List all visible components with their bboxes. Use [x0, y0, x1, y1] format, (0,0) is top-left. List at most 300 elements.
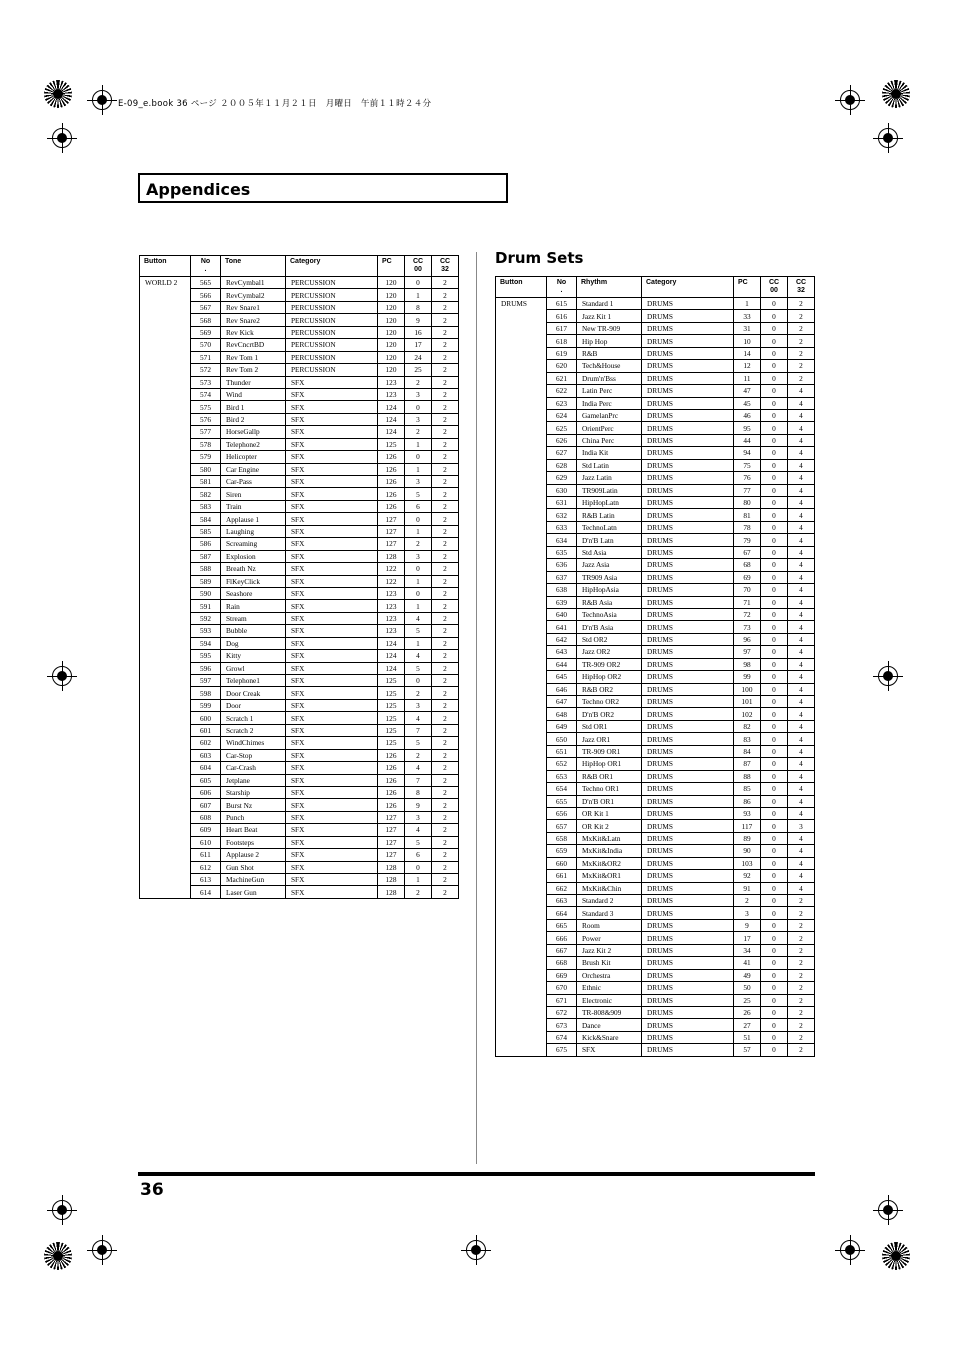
cell-pc: 120 [378, 339, 405, 351]
cell-name: TR-909 OR1 [577, 745, 642, 757]
cell-category: DRUMS [642, 745, 734, 757]
cell-cc32: 2 [788, 310, 815, 322]
cell-category: DRUMS [642, 372, 734, 384]
cell-no: 664 [547, 907, 577, 919]
cell-name: R&B OR2 [577, 683, 642, 695]
cell-name: MxKit&OR1 [577, 870, 642, 882]
cell-pc: 98 [734, 658, 761, 670]
cell-category: PERCUSSION [286, 314, 378, 326]
cell-name: Bubble [221, 625, 286, 637]
cell-pc: 82 [734, 720, 761, 732]
cell-category: DRUMS [642, 1019, 734, 1031]
cell-no: 610 [191, 836, 221, 848]
cell-no: 623 [547, 397, 577, 409]
cell-pc: 31 [734, 322, 761, 334]
cell-cc00: 1 [405, 289, 432, 301]
cell-category: DRUMS [642, 608, 734, 620]
cell-pc: 12 [734, 360, 761, 372]
cell-cc32: 2 [432, 575, 459, 587]
cell-cc32: 4 [788, 745, 815, 757]
cell-category: SFX [286, 712, 378, 724]
cell-category: DRUMS [642, 497, 734, 509]
cell-name: Burst Nz [221, 799, 286, 811]
cell-cc00: 0 [761, 944, 788, 956]
cell-cc00: 0 [761, 484, 788, 496]
cell-no: 590 [191, 587, 221, 599]
cell-cc00: 7 [405, 774, 432, 786]
cell-name: Std OR1 [577, 720, 642, 732]
cell-cc32: 2 [788, 907, 815, 919]
cell-cc00: 0 [761, 559, 788, 571]
cell-category: SFX [286, 500, 378, 512]
cell-category: DRUMS [642, 534, 734, 546]
cell-cc00: 4 [405, 762, 432, 774]
cell-category: SFX [286, 401, 378, 413]
cell-no: 673 [547, 1019, 577, 1031]
cell-cc00: 5 [405, 737, 432, 749]
cell-name: RevCymbal2 [221, 289, 286, 301]
cell-no: 582 [191, 488, 221, 500]
cell-no: 606 [191, 786, 221, 798]
cell-name: Telephone2 [221, 438, 286, 450]
cell-pc: 126 [378, 762, 405, 774]
cell-cc00: 0 [761, 820, 788, 832]
cell-cc00: 0 [405, 451, 432, 463]
cell-category: SFX [286, 612, 378, 624]
cell-pc: 123 [378, 376, 405, 388]
cell-category: SFX [286, 799, 378, 811]
cell-pc: 14 [734, 347, 761, 359]
cell-pc: 120 [378, 351, 405, 363]
cell-name: TR-909 OR2 [577, 658, 642, 670]
cell-category: DRUMS [642, 758, 734, 770]
group-label: WORLD 2 [140, 277, 191, 899]
cell-no: 649 [547, 720, 577, 732]
footer-rule [138, 1172, 815, 1176]
cell-cc32: 2 [432, 587, 459, 599]
cell-cc32: 2 [432, 811, 459, 823]
cell-cc32: 4 [788, 708, 815, 720]
cell-name: Thunder [221, 376, 286, 388]
cell-name: Applause 1 [221, 513, 286, 525]
cell-cc00: 5 [405, 836, 432, 848]
cell-pc: 75 [734, 459, 761, 471]
cell-cc00: 2 [405, 426, 432, 438]
cell-name: Jazz Kit 2 [577, 944, 642, 956]
cell-cc00: 0 [761, 770, 788, 782]
cell-category: DRUMS [642, 521, 734, 533]
cell-pc: 33 [734, 310, 761, 322]
cell-cc32: 2 [788, 1019, 815, 1031]
cell-pc: 128 [378, 886, 405, 898]
cell-no: 663 [547, 895, 577, 907]
cell-no: 625 [547, 422, 577, 434]
cell-cc00: 3 [405, 476, 432, 488]
cell-no: 589 [191, 575, 221, 587]
cell-cc32: 4 [788, 633, 815, 645]
cell-category: DRUMS [642, 434, 734, 446]
crosshair-icon [840, 90, 860, 110]
cell-cc00: 25 [405, 364, 432, 376]
crosshair-icon [92, 1240, 112, 1260]
cell-pc: 128 [378, 861, 405, 873]
cell-no: 665 [547, 919, 577, 931]
cell-pc: 47 [734, 385, 761, 397]
cell-cc00: 0 [761, 472, 788, 484]
cell-no: 629 [547, 472, 577, 484]
cell-pc: 69 [734, 571, 761, 583]
cell-cc00: 9 [405, 799, 432, 811]
cell-cc32: 2 [432, 737, 459, 749]
cell-name: HipHopLatn [577, 497, 642, 509]
cell-name: Dance [577, 1019, 642, 1031]
cell-cc32: 2 [432, 476, 459, 488]
cell-name: Jazz Latin [577, 472, 642, 484]
cell-no: 647 [547, 696, 577, 708]
cell-category: DRUMS [642, 857, 734, 869]
cell-name: India Perc [577, 397, 642, 409]
cell-category: DRUMS [642, 807, 734, 819]
cell-cc32: 2 [432, 339, 459, 351]
cell-no: 626 [547, 434, 577, 446]
cell-no: 639 [547, 596, 577, 608]
cell-no: 637 [547, 571, 577, 583]
cell-no: 595 [191, 650, 221, 662]
cell-pc: 128 [378, 550, 405, 562]
cell-pc: 87 [734, 758, 761, 770]
cell-pc: 120 [378, 277, 405, 289]
cell-name: Tech&House [577, 360, 642, 372]
cell-pc: 45 [734, 397, 761, 409]
cell-pc: 120 [378, 326, 405, 338]
cell-cc00: 0 [761, 596, 788, 608]
cell-category: DRUMS [642, 957, 734, 969]
cell-pc: 94 [734, 447, 761, 459]
cell-name: MachineGun [221, 874, 286, 886]
cell-pc: 123 [378, 625, 405, 637]
cell-category: PERCUSSION [286, 339, 378, 351]
cell-category: DRUMS [642, 982, 734, 994]
cell-cc32: 4 [788, 571, 815, 583]
cell-no: 666 [547, 932, 577, 944]
cell-pc: 126 [378, 476, 405, 488]
cell-cc32: 2 [432, 563, 459, 575]
cell-name: Rev Tom 1 [221, 351, 286, 363]
cell-cc00: 0 [761, 895, 788, 907]
cell-cc00: 0 [761, 696, 788, 708]
cell-pc: 25 [734, 994, 761, 1006]
cell-name: TechnoAsia [577, 608, 642, 620]
cell-name: Footsteps [221, 836, 286, 848]
cell-name: Car-Crash [221, 762, 286, 774]
cell-cc00: 0 [761, 994, 788, 1006]
cell-cc32: 2 [432, 277, 459, 289]
cell-pc: 41 [734, 957, 761, 969]
cell-name: Drum'n'Bss [577, 372, 642, 384]
cell-pc: 26 [734, 1006, 761, 1018]
cell-no: 613 [191, 874, 221, 886]
cell-cc00: 0 [761, 646, 788, 658]
cell-pc: 84 [734, 745, 761, 757]
cell-no: 669 [547, 969, 577, 981]
cell-cc32: 2 [432, 874, 459, 886]
cell-name: OR Kit 2 [577, 820, 642, 832]
cell-no: 580 [191, 463, 221, 475]
cell-category: SFX [286, 849, 378, 861]
cell-category: DRUMS [642, 633, 734, 645]
cell-no: 565 [191, 277, 221, 289]
cell-category: DRUMS [642, 671, 734, 683]
page-number: 36 [140, 1180, 164, 1200]
cell-no: 576 [191, 413, 221, 425]
cell-no: 592 [191, 612, 221, 624]
cell-cc00: 0 [761, 957, 788, 969]
cell-pc: 128 [378, 874, 405, 886]
cell-cc32: 4 [788, 857, 815, 869]
cell-category: SFX [286, 438, 378, 450]
cell-cc00: 0 [761, 932, 788, 944]
cell-cc32: 4 [788, 758, 815, 770]
cell-category: SFX [286, 376, 378, 388]
cell-no: 608 [191, 811, 221, 823]
cell-name: Breath Nz [221, 563, 286, 575]
cell-category: DRUMS [642, 621, 734, 633]
cell-no: 674 [547, 1031, 577, 1043]
cell-name: Kick&Snare [577, 1031, 642, 1043]
cell-name: Std OR2 [577, 633, 642, 645]
cell-category: DRUMS [642, 571, 734, 583]
cell-no: 660 [547, 857, 577, 869]
cell-pc: 127 [378, 513, 405, 525]
cell-cc00: 0 [761, 982, 788, 994]
cell-no: 667 [547, 944, 577, 956]
cell-cc32: 4 [788, 783, 815, 795]
cell-no: 603 [191, 749, 221, 761]
cell-cc32: 2 [432, 849, 459, 861]
table-row [140, 277, 459, 289]
cell-pc: 124 [378, 637, 405, 649]
cell-no: 584 [191, 513, 221, 525]
cell-name: Rain [221, 600, 286, 612]
cell-pc: 127 [378, 836, 405, 848]
cell-pc: 79 [734, 534, 761, 546]
column-header-button: Button [140, 256, 191, 277]
cell-name: SFX [577, 1044, 642, 1056]
cell-pc: 125 [378, 438, 405, 450]
cell-cc00: 4 [405, 712, 432, 724]
cell-pc: 122 [378, 563, 405, 575]
cell-no: 662 [547, 882, 577, 894]
cell-no: 581 [191, 476, 221, 488]
cell-category: DRUMS [642, 658, 734, 670]
cell-name: RevCncrtBD [221, 339, 286, 351]
cell-category: SFX [286, 426, 378, 438]
cell-cc00: 0 [761, 907, 788, 919]
column-header-category: Category [642, 277, 734, 298]
cell-no: 611 [191, 849, 221, 861]
cell-cc32: 4 [788, 447, 815, 459]
cell-pc: 68 [734, 559, 761, 571]
cell-category: SFX [286, 463, 378, 475]
cell-category: PERCUSSION [286, 351, 378, 363]
cell-cc32: 4 [788, 596, 815, 608]
crosshair-icon [52, 128, 72, 148]
cell-pc: 127 [378, 824, 405, 836]
cell-category: DRUMS [642, 895, 734, 907]
cell-cc32: 4 [788, 696, 815, 708]
cell-name: Wind [221, 388, 286, 400]
cell-cc32: 4 [788, 870, 815, 882]
cell-category: DRUMS [642, 907, 734, 919]
section-title: Appendices [146, 180, 251, 199]
cell-cc00: 1 [405, 874, 432, 886]
cell-no: 585 [191, 525, 221, 537]
cell-cc32: 2 [432, 699, 459, 711]
cell-pc: 10 [734, 335, 761, 347]
cell-pc: 97 [734, 646, 761, 658]
cell-category: DRUMS [642, 708, 734, 720]
cell-cc00: 8 [405, 301, 432, 313]
cell-cc32: 4 [788, 608, 815, 620]
cell-name: Explosion [221, 550, 286, 562]
cell-pc: 123 [378, 587, 405, 599]
cell-cc00: 3 [405, 388, 432, 400]
cell-cc00: 5 [405, 625, 432, 637]
cell-pc: 91 [734, 882, 761, 894]
cell-pc: 124 [378, 413, 405, 425]
cell-cc00: 0 [761, 447, 788, 459]
cell-category: DRUMS [642, 422, 734, 434]
cell-cc00: 0 [761, 335, 788, 347]
cell-category: SFX [286, 538, 378, 550]
cell-no: 621 [547, 372, 577, 384]
cell-category: DRUMS [642, 720, 734, 732]
cell-category: DRUMS [642, 783, 734, 795]
cell-pc: 126 [378, 451, 405, 463]
cell-pc: 72 [734, 608, 761, 620]
cell-cc32: 4 [788, 497, 815, 509]
cell-category: DRUMS [642, 409, 734, 421]
cell-no: 579 [191, 451, 221, 463]
cell-no: 614 [191, 886, 221, 898]
cell-category: SFX [286, 724, 378, 736]
cell-cc00: 4 [405, 824, 432, 836]
cell-name: HipHop OR2 [577, 671, 642, 683]
cell-cc00: 0 [761, 409, 788, 421]
cell-pc: 49 [734, 969, 761, 981]
cell-category: PERCUSSION [286, 326, 378, 338]
cell-cc00: 0 [405, 587, 432, 599]
cell-cc32: 2 [432, 301, 459, 313]
cell-name: Screaming [221, 538, 286, 550]
cell-category: SFX [286, 451, 378, 463]
cell-cc32: 4 [788, 807, 815, 819]
cell-name: Scratch 2 [221, 724, 286, 736]
cell-pc: 71 [734, 596, 761, 608]
cell-pc: 77 [734, 484, 761, 496]
cell-no: 617 [547, 322, 577, 334]
cell-pc: 51 [734, 1031, 761, 1043]
cell-no: 604 [191, 762, 221, 774]
cell-name: FlKeyClick [221, 575, 286, 587]
cell-pc: 78 [734, 521, 761, 533]
cell-cc00: 0 [761, 658, 788, 670]
cell-pc: 9 [734, 919, 761, 931]
cell-pc: 103 [734, 857, 761, 869]
cell-category: DRUMS [642, 472, 734, 484]
cell-name: R&B Asia [577, 596, 642, 608]
cell-no: 573 [191, 376, 221, 388]
cell-no: 619 [547, 347, 577, 359]
cell-category: SFX [286, 650, 378, 662]
cell-name: TR909 Asia [577, 571, 642, 583]
cell-category: DRUMS [642, 795, 734, 807]
cell-category: DRUMS [642, 322, 734, 334]
cell-cc00: 0 [761, 509, 788, 521]
cell-no: 634 [547, 534, 577, 546]
cell-cc00: 0 [761, 720, 788, 732]
cell-no: 627 [547, 447, 577, 459]
column-header-no: No . [191, 256, 221, 277]
cell-no: 632 [547, 509, 577, 521]
cell-category: PERCUSSION [286, 301, 378, 313]
cell-pc: 120 [378, 301, 405, 313]
cell-pc: 83 [734, 733, 761, 745]
cell-cc00: 2 [405, 886, 432, 898]
cell-no: 566 [191, 289, 221, 301]
registration-star-icon [44, 80, 72, 108]
cell-cc32: 4 [788, 559, 815, 571]
cell-name: GamelanPrc [577, 409, 642, 421]
cell-cc00: 0 [405, 861, 432, 873]
cell-cc32: 2 [788, 1031, 815, 1043]
crosshair-icon [52, 666, 72, 686]
crosshair-icon [52, 1200, 72, 1220]
cell-cc00: 3 [405, 699, 432, 711]
cell-pc: 126 [378, 463, 405, 475]
cell-pc: 122 [378, 575, 405, 587]
column-header-tone: Tone [221, 256, 286, 277]
cell-cc00: 0 [761, 546, 788, 558]
cell-category: DRUMS [642, 447, 734, 459]
cell-cc00: 0 [405, 277, 432, 289]
cell-cc32: 2 [432, 438, 459, 450]
cell-category: SFX [286, 774, 378, 786]
cell-pc: 11 [734, 372, 761, 384]
cell-cc00: 0 [761, 459, 788, 471]
cell-category: DRUMS [642, 944, 734, 956]
cell-cc00: 1 [405, 575, 432, 587]
cell-category: SFX [286, 874, 378, 886]
crosshair-icon [466, 1240, 486, 1260]
cell-cc32: 2 [432, 538, 459, 550]
cell-name: Car-Pass [221, 476, 286, 488]
cell-pc: 123 [378, 388, 405, 400]
cell-name: Rev Snare1 [221, 301, 286, 313]
cell-no: 642 [547, 633, 577, 645]
cell-name: Ethnic [577, 982, 642, 994]
cell-cc00: 0 [761, 347, 788, 359]
cell-pc: 70 [734, 584, 761, 596]
cell-no: 658 [547, 832, 577, 844]
cell-cc32: 4 [788, 509, 815, 521]
cell-no: 638 [547, 584, 577, 596]
cell-name: New TR-909 [577, 322, 642, 334]
cell-name: Techno OR1 [577, 783, 642, 795]
cell-cc32: 2 [432, 886, 459, 898]
column-header-cc32: CC 32 [432, 256, 459, 277]
cell-cc32: 2 [432, 650, 459, 662]
